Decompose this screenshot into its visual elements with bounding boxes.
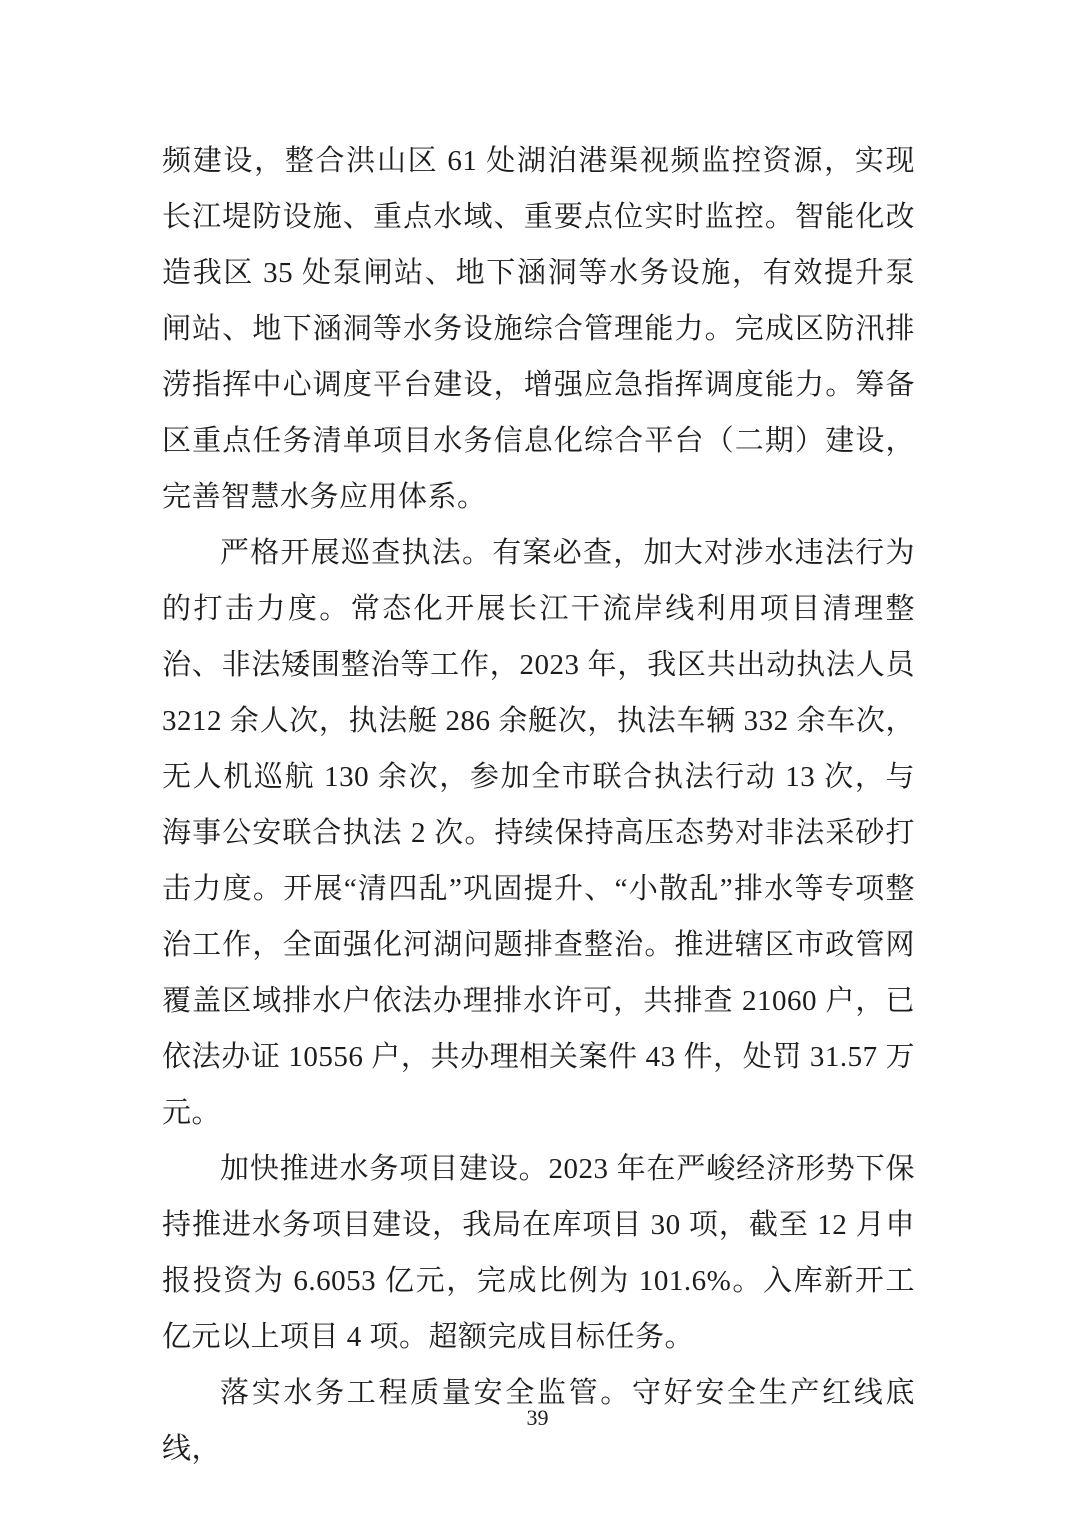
document-body xyxy=(162,133,915,1477)
paragraph-inspection-enforcement: 严格开展巡查执法。有案必查，加大对涉水违法行为的打击力度。常态化开展长江干流岸线利用项目清理整治、非法矮围整治等工作，2023 年，我区共出动执法人员 3212 余人次，执法艇 286 余艇次，执法车辆 332 余车次，无人机巡航 130 余次，参加全市联合执法行动 13 次，与海事公安联合执法 2 次。持续保持高压态势对非法采砂打击力度。开展“清四乱”巩固提升、“小散乱”排水等专项整治工作，全面强化河湖问题排查整治。推进辖区市政管网覆盖区域排水户依法办理排水许可，共排查 21060 户，已依法办证 10556 户，共办理相关案件 43 件，处罚 31.57 万元。 xyxy=(162,537,915,1129)
page-number: 39 xyxy=(526,1405,549,1430)
paragraph-video-monitoring: 频建设，整合洪山区 61 处湖泊港渠视频监控资源，实现长江堤防设施、重点水域、重要点位实时监控。智能化改造我区 35 处泵闸站、地下涵洞等水务设施，有效提升泵闸站、地下涵洞等水务设施综合管理能力。完成区防汛排涝指挥中心调度平台建设，增强应急指挥调度能力。筹备区重点任务清单项目水务信息化综合平台（二期）建设，完善智慧水务应用体系。 xyxy=(162,145,915,513)
paragraph-quality-safety-supervision: 落实水务工程质量安全监管。守好安全生产红线底线， xyxy=(162,1377,915,1465)
paragraph-project-construction: 加快推进水务项目建设。2023 年在严峻经济形势下保持推进水务项目建设，我局在库项目 30 项，截至 12 月申报投资为 6.6053 亿元，完成比例为 101.6%。入库新开工亿元以上项目 4 项。超额完成目标任务。 xyxy=(162,1153,915,1353)
